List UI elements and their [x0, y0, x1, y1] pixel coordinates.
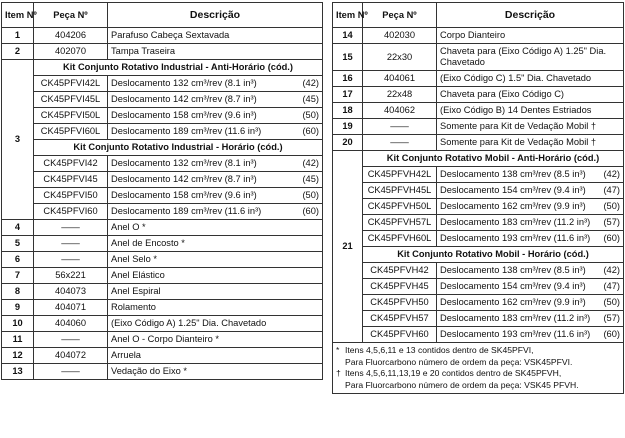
- part-number: 404071: [34, 300, 108, 316]
- part-number: CK45PFVH50L: [363, 199, 437, 215]
- kit-title-mobil-hor: [363, 247, 624, 263]
- description-text: Deslocamento 138 cm³/rev (8.5 in³): [440, 169, 586, 179]
- part-description: [437, 231, 624, 247]
- table-row: [333, 263, 624, 279]
- part-number: CK45PFVI60: [34, 204, 108, 220]
- code-text: (60): [603, 233, 620, 243]
- code-text: (50): [302, 110, 319, 120]
- item-number: 19: [333, 119, 363, 135]
- part-description: [108, 108, 323, 124]
- part-number: CK45PFVH45L: [363, 183, 437, 199]
- description-text: Deslocamento 154 cm³/rev (9.4 in³): [440, 281, 586, 291]
- table-row: [333, 103, 624, 119]
- part-number: 404072: [34, 348, 108, 364]
- code-text: (45): [302, 94, 319, 104]
- code-text: (42): [302, 158, 319, 168]
- code-text: (57): [603, 217, 620, 227]
- part-number: CK45PFVH57L: [363, 215, 437, 231]
- part-number: 402070: [34, 44, 108, 60]
- table-row: [2, 204, 323, 220]
- item-number: 20: [333, 135, 363, 151]
- part-description: [437, 183, 624, 199]
- table-row: [333, 44, 624, 71]
- description-text: Deslocamento 183 cm³/rev (11.2 in³): [440, 217, 591, 227]
- table-row: [333, 28, 624, 44]
- part-description: Chaveta para (Eixo Código A) 1.25" Dia. Chavetado: [437, 44, 624, 71]
- part-number: CK45PFVH42L: [363, 167, 437, 183]
- footnote: [336, 345, 620, 368]
- part-description: Corpo Dianteiro: [437, 28, 624, 44]
- kit-header-row: [2, 140, 323, 156]
- kit-header-row: [333, 151, 624, 167]
- parts-table-right: [332, 2, 624, 394]
- code-text: (42): [302, 78, 319, 88]
- table-row: [333, 119, 624, 135]
- part-description: [108, 92, 323, 108]
- table-row: [2, 220, 323, 236]
- code-text: (42): [603, 265, 620, 275]
- code-text: (60): [302, 126, 319, 136]
- part-number: CK45PFVI60L: [34, 124, 108, 140]
- part-description: [437, 263, 624, 279]
- table-row: [333, 215, 624, 231]
- description-text: Deslocamento 189 cm³/rev (11.6 in³): [111, 126, 262, 136]
- description-text: Deslocamento 158 cm³/rev (9.6 in³): [111, 190, 257, 200]
- part-description: [437, 199, 624, 215]
- footnote-line: Para Fluorcarbono número de ordem da peça: VSK45PFVI.: [345, 356, 573, 367]
- table-row: [2, 28, 323, 44]
- kit-code-label: (cód.): [573, 153, 600, 163]
- part-description: Tampa Traseira: [108, 44, 323, 60]
- part-number: CK45PFVH57: [363, 311, 437, 327]
- kit-code-label: (cód.): [257, 142, 283, 152]
- description-text: Deslocamento 142 cm³/rev (8.7 in³): [111, 94, 257, 104]
- table-row: [333, 279, 624, 295]
- part-number: ——: [363, 119, 437, 135]
- table-row: [333, 199, 624, 215]
- table-row: [2, 252, 323, 268]
- part-number: CK45PFVH50: [363, 295, 437, 311]
- description-text: Deslocamento 154 cm³/rev (9.4 in³): [440, 185, 586, 195]
- part-number: ——: [34, 364, 108, 380]
- part-number: 404073: [34, 284, 108, 300]
- kit-title-industrial-hor: [34, 140, 323, 156]
- description-text: Deslocamento 183 cm³/rev (11.2 in³): [440, 313, 591, 323]
- kit-title: Kit Conjunto Rotativo Mobil - Anti-Horário: [386, 153, 572, 163]
- item-number: 11: [2, 332, 34, 348]
- footnote-line: Itens 4,5,6,11,13,19 e 20 contidos dentro de SK45PFVH,: [345, 368, 562, 378]
- part-number: ——: [34, 220, 108, 236]
- item-number: 21: [333, 151, 363, 343]
- part-number: CK45PFVI45L: [34, 92, 108, 108]
- table-row: [333, 295, 624, 311]
- description-text: Deslocamento 162 cm³/rev (9.9 in³): [440, 201, 586, 211]
- kit-title: Kit Conjunto Rotativo Mobil - Horário: [397, 249, 561, 259]
- header-descricao: Descrição: [437, 3, 624, 28]
- code-text: (50): [603, 201, 620, 211]
- item-number: 5: [2, 236, 34, 252]
- part-description: [108, 124, 323, 140]
- table-row: [333, 231, 624, 247]
- footnote-line: Para Fluorcarbono número de ordem da peça: VSK45 PFVH.: [345, 379, 579, 390]
- part-number: 404060: [34, 316, 108, 332]
- part-description: [437, 215, 624, 231]
- header-item: Item Nº: [2, 3, 34, 28]
- header-item: Item Nº: [333, 3, 363, 28]
- code-text: (47): [603, 185, 620, 195]
- item-number: 17: [333, 87, 363, 103]
- part-number: CK45PFVH60L: [363, 231, 437, 247]
- kit-header-row: [333, 247, 624, 263]
- part-number: 404062: [363, 103, 437, 119]
- part-number: CK45PFVH42: [363, 263, 437, 279]
- part-number: 404061: [363, 71, 437, 87]
- description-text: Deslocamento 189 cm³/rev (11.6 in³): [111, 206, 262, 216]
- part-description: Vedação do Eixo *: [108, 364, 323, 380]
- part-number: CK45PFVI42: [34, 156, 108, 172]
- header-peca: Peça Nº: [363, 3, 437, 28]
- description-text: Deslocamento 162 cm³/rev (9.9 in³): [440, 297, 586, 307]
- part-number: 404206: [34, 28, 108, 44]
- description-text: Deslocamento 138 cm³/rev (8.5 in³): [440, 265, 586, 275]
- item-number: 14: [333, 28, 363, 44]
- part-description: [108, 204, 323, 220]
- description-text: Deslocamento 132 cm³/rev (8.1 in³): [111, 78, 257, 88]
- table-row: [2, 108, 323, 124]
- table-row: [333, 135, 624, 151]
- table-row: [2, 284, 323, 300]
- table-row: [2, 92, 323, 108]
- item-number: 2: [2, 44, 34, 60]
- part-description: [437, 279, 624, 295]
- item-number: 7: [2, 268, 34, 284]
- table-row: [2, 124, 323, 140]
- part-description: Anel Elástico: [108, 268, 323, 284]
- description-text: Deslocamento 158 cm³/rev (9.6 in³): [111, 110, 257, 120]
- part-number: ——: [363, 135, 437, 151]
- part-description: [437, 327, 624, 343]
- part-number: ——: [34, 252, 108, 268]
- code-text: (47): [603, 281, 620, 291]
- table-row: [2, 156, 323, 172]
- table-row: [333, 87, 624, 103]
- table-row: [2, 44, 323, 60]
- table-row: [333, 167, 624, 183]
- part-number: 56x221: [34, 268, 108, 284]
- table-row: [2, 364, 323, 380]
- kit-header-row: [2, 60, 323, 76]
- code-text: (60): [302, 206, 319, 216]
- part-number: CK45PFVI50L: [34, 108, 108, 124]
- part-number: CK45PFVI45: [34, 172, 108, 188]
- part-number: 22x48: [363, 87, 437, 103]
- kit-title: Kit Conjunto Rotativo Industrial - Anti-Horário: [62, 62, 266, 72]
- footnote-mark: †: [336, 368, 341, 378]
- code-text: (50): [302, 190, 319, 200]
- table-row: [2, 236, 323, 252]
- item-number: 6: [2, 252, 34, 268]
- part-description: [108, 156, 323, 172]
- table-header: [333, 3, 624, 28]
- part-number: CK45PFVI42L: [34, 76, 108, 92]
- header-descricao: Descrição: [108, 3, 323, 28]
- kit-code-label: (cód.): [267, 62, 293, 72]
- item-number: 13: [2, 364, 34, 380]
- part-description: Anel O *: [108, 220, 323, 236]
- code-text: (57): [603, 313, 620, 323]
- code-text: (60): [603, 329, 620, 339]
- footnotes: [333, 343, 624, 394]
- item-number: 9: [2, 300, 34, 316]
- header-peca: Peça Nº: [34, 3, 108, 28]
- part-description: Anel Espiral: [108, 284, 323, 300]
- table-row: [333, 327, 624, 343]
- item-number: 4: [2, 220, 34, 236]
- table-row: [2, 268, 323, 284]
- part-description: [108, 76, 323, 92]
- description-text: Deslocamento 193 cm³/rev (11.6 in³): [440, 233, 591, 243]
- table-row: [2, 300, 323, 316]
- description-text: Deslocamento 142 cm³/rev (8.7 in³): [111, 174, 257, 184]
- part-description: [108, 172, 323, 188]
- description-text: Deslocamento 193 cm³/rev (11.6 in³): [440, 329, 591, 339]
- footnote-line: Itens 4,5,6,11 e 13 contidos dentro de SK45PFVI,: [345, 345, 534, 355]
- table-row: [333, 183, 624, 199]
- kit-title: Kit Conjunto Rotativo Industrial - Horário: [73, 142, 255, 152]
- item-number: 18: [333, 103, 363, 119]
- part-description: (Eixo Código B) 14 Dentes Estriados: [437, 103, 624, 119]
- part-description: Chaveta para (Eixo Código C): [437, 87, 624, 103]
- item-number: 15: [333, 44, 363, 71]
- kit-title-mobil-anti: [363, 151, 624, 167]
- part-description: [108, 188, 323, 204]
- table-row: [2, 76, 323, 92]
- part-number: CK45PFVH45: [363, 279, 437, 295]
- part-number: ——: [34, 236, 108, 252]
- parts-table-left: [1, 2, 323, 380]
- kit-code-label: (cód.): [563, 249, 589, 259]
- table-row: [333, 71, 624, 87]
- code-text: (50): [603, 297, 620, 307]
- footnote-mark: *: [336, 345, 340, 355]
- table-row: [333, 311, 624, 327]
- description-text: Deslocamento 132 cm³/rev (8.1 in³): [111, 158, 257, 168]
- part-description: Parafuso Cabeça Sextavada: [108, 28, 323, 44]
- code-text: (42): [603, 169, 620, 179]
- item-number: 10: [2, 316, 34, 332]
- part-description: Somente para Kit de Vedação Mobil †: [437, 119, 624, 135]
- part-number: 402030: [363, 28, 437, 44]
- table-row: [2, 172, 323, 188]
- part-description: Somente para Kit de Vedação Mobil †: [437, 135, 624, 151]
- item-number: 3: [2, 60, 34, 220]
- footnotes-row: [333, 343, 624, 394]
- part-number: CK45PFVH60: [363, 327, 437, 343]
- part-number: 22x30: [363, 44, 437, 71]
- part-description: Anel Selo *: [108, 252, 323, 268]
- table-row: [2, 188, 323, 204]
- footnote: [336, 368, 620, 391]
- item-number: 16: [333, 71, 363, 87]
- kit-title-industrial-anti: [34, 60, 323, 76]
- item-number: 8: [2, 284, 34, 300]
- table-row: [2, 332, 323, 348]
- table-row: [2, 316, 323, 332]
- part-description: [437, 311, 624, 327]
- part-description: Anel de Encosto *: [108, 236, 323, 252]
- code-text: (45): [302, 174, 319, 184]
- part-description: (Eixo Código C) 1.5" Dia. Chavetado: [437, 71, 624, 87]
- part-description: Anel O - Corpo Dianteiro *: [108, 332, 323, 348]
- item-number: 12: [2, 348, 34, 364]
- part-description: (Eixo Código A) 1.25" Dia. Chavetado: [108, 316, 323, 332]
- table-header: [2, 3, 323, 28]
- part-number: CK45PFVI50: [34, 188, 108, 204]
- table-row: [2, 348, 323, 364]
- item-number: 1: [2, 28, 34, 44]
- part-description: [437, 295, 624, 311]
- part-description: Rolamento: [108, 300, 323, 316]
- part-description: [437, 167, 624, 183]
- part-number: ——: [34, 332, 108, 348]
- part-description: Arruela: [108, 348, 323, 364]
